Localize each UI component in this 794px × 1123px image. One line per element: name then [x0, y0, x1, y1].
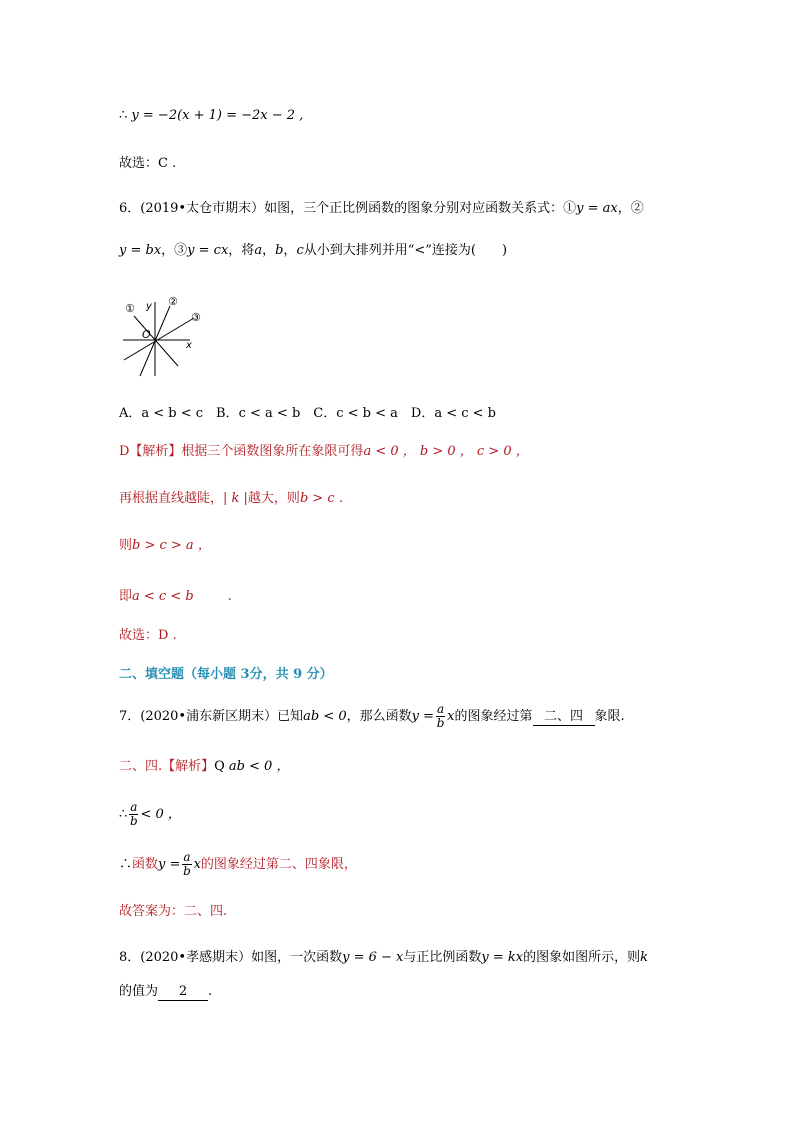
prev-solution-line — [119, 107, 303, 125]
q6-options: A．a < b < c B．c < a < b C．c < b < a D．a < c < b — [119, 406, 496, 421]
origin-label: O — [142, 328, 151, 341]
q6-var-a: a — [254, 243, 263, 258]
q8-stem-line1 — [119, 949, 648, 967]
prev-answer: 故选：C . — [119, 156, 177, 171]
q7-solution-line1 — [119, 758, 289, 776]
q8-stem-line2 — [119, 983, 212, 1001]
q7-answer-blank: 二、四 — [533, 709, 595, 726]
q6-sep2: ，③ — [161, 243, 188, 258]
q6-sep1: ，② — [617, 201, 644, 216]
q6-sol2-text1: 再根据直线越陡， — [119, 491, 224, 506]
q6-stem-text2: ，将 — [228, 243, 255, 258]
q7-stem-text4: 象限. — [594, 709, 625, 724]
q8-stem-text3: 的图象如图所示，则 — [523, 950, 641, 965]
q7-x: x — [447, 709, 455, 724]
section-title: 二、填空题（每小题 3分，共 9 分） — [119, 667, 333, 682]
q6-comma1: ， — [262, 243, 276, 258]
q6-comma2: ， — [283, 243, 297, 258]
label-3: ③ — [191, 311, 201, 324]
q6-sol4-tail: . — [227, 589, 232, 604]
q6-stem-text3: 从小到大排列并用“<”连接为( ) — [303, 243, 508, 258]
q6-stem-line1 — [119, 200, 644, 218]
q8-stem-text4: 的值为 — [119, 984, 159, 999]
q7-fraction — [436, 703, 445, 730]
q6-answer: 故选：D . — [119, 628, 177, 643]
q7-sol3-den: b — [183, 864, 191, 878]
q8-answer-blank: 2 — [158, 984, 208, 1001]
q7-sol2-fraction — [129, 801, 138, 828]
q6-sol-text1: D【解析】根据三个函数图象所在象限可得 — [119, 444, 364, 459]
q7-cond: ab < 0 — [303, 709, 347, 724]
x-label: x — [186, 340, 192, 351]
q6-eq2: y = bx — [119, 243, 162, 258]
q7-stem-text2: ，那么函数 — [346, 709, 412, 724]
q6-stem-line2 — [119, 242, 507, 260]
q8-eq1: y = 6 − x — [342, 950, 404, 965]
q6-var-c: c — [296, 243, 304, 258]
q6-solution-line2 — [119, 490, 343, 508]
q8-k: k — [640, 950, 649, 965]
label-2: ② — [168, 295, 178, 308]
q6-var-b: b — [275, 243, 284, 258]
q6-sol2-abs: | k | — [223, 491, 248, 506]
q6-sol2-math: b > c . — [299, 491, 343, 506]
q8-stem-text2: 与正比例函数 — [403, 950, 482, 965]
q8-eq2: y = kx — [481, 950, 524, 965]
q7-stem-text1: 7．(2020•浦东新区期末）已知 — [119, 709, 304, 724]
q7-y-eq: y = — [411, 709, 435, 724]
q7-sol3-y: y = — [158, 857, 181, 872]
q6-sol2-text2: 越大，则 — [247, 491, 300, 506]
q6-eq3: y = cx — [187, 243, 229, 258]
q6-solution-line1 — [119, 443, 529, 461]
q6-sol3-text: 则 — [119, 538, 133, 553]
q6-solution-line4 — [119, 588, 232, 606]
q7-solution-line3 — [119, 850, 357, 880]
q7-sol1-math: ab < 0 ， — [228, 759, 290, 774]
therefore-symbol-3: ∴ — [119, 857, 133, 872]
therefore-symbol-2: ∴ — [119, 807, 128, 822]
prev-equation: y = −2(x + 1) = −2x − 2 , — [131, 108, 304, 123]
q7-frac-den: b — [436, 716, 445, 730]
because-symbol: Q — [214, 759, 225, 774]
q6-sol4-text: 即 — [119, 589, 133, 604]
q7-sol3-x: x — [193, 857, 201, 872]
q7-stem — [119, 702, 625, 732]
label-1: ① — [125, 302, 135, 315]
q6-figure — [118, 290, 228, 380]
q7-sol2-den: b — [130, 814, 138, 828]
q7-frac-num: a — [437, 702, 445, 716]
q6-solution-line3 — [119, 537, 211, 555]
y-label: y — [146, 301, 152, 312]
q6-sol3-math: b > c > a ， — [132, 538, 211, 553]
q7-stem-text3: 的图象经过第 — [454, 709, 533, 724]
q6-sol-conds: a < 0 ， b > 0 ， c > 0 ， — [363, 444, 529, 459]
line-3 — [124, 318, 194, 360]
q8-stem-tail: . — [208, 984, 213, 999]
q7-answer: 故答案为：二、四. — [119, 904, 228, 919]
q7-sol3-num: a — [183, 850, 191, 864]
q7-sol1-text: 二、四.【解析】 — [119, 759, 215, 774]
therefore-symbol: ∴ — [119, 108, 128, 123]
q7-sol3-text1: 函数 — [132, 857, 159, 872]
q7-sol2-num: a — [130, 800, 138, 814]
q6-sol4-math: a < c < b — [132, 589, 194, 604]
q7-sol3-text2: 的图象经过第二、四象限， — [200, 857, 357, 872]
q6-eq1: y = ax — [576, 201, 618, 216]
q7-solution-line2 — [119, 800, 181, 830]
q7-sol3-fraction — [182, 851, 191, 878]
q8-stem-text1: 8．(2020•孝感期末）如图，一次函数 — [119, 950, 343, 965]
q7-sol2-tail: < 0 ， — [140, 807, 181, 822]
q6-stem-text: 6．(2019•太仓市期末）如图，三个正比例函数的图象分别对应函数关系式：① — [119, 201, 577, 216]
